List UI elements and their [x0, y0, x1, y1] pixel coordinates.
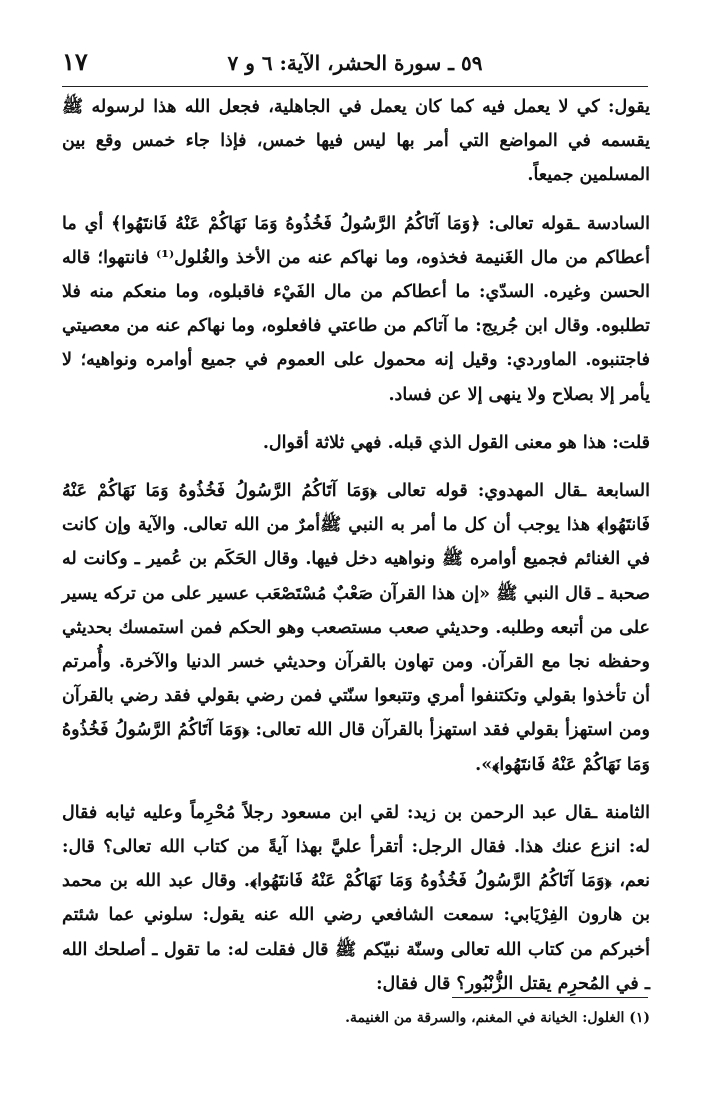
paragraph-intro: يقول: كي لا يعمل فيه كما كان يعمل في الجاهلية، فجعل الله هذا لرسوله ﷺ يقسمه في المواضع التي أمر بها ليس فيها خمس، فإذا جاء خمس وقع بين المسلمين جميعاً. — [62, 97, 650, 186]
running-title: ٥٩ ـ سورة الحشر، الآية: ٦ و ٧ — [227, 51, 483, 75]
footnote-divider — [452, 997, 648, 998]
paragraph-seventh: السابعة ـقال المهدوي: قوله تعالى ﴿وَمَا آتَاكُمُ الرَّسُولُ فَخُذُوهُ وَمَا نَهَاكُمْ عَنْهُ فَانتَهُوا﴾ هذا يوجب أن كل ما أمر به النبي ﷺأمرٌ من الله تعالى. والآية وإن كانت في الغنائم فجميع أوامره ﷺ ونواهيه دخل فيها. وقال الحَكَم بن عُمير ـ وكانت له صحبة ـ قال النبي ﷺ «إن هذا القرآن صَعْبٌ مُسْتَصْعَب عسير على من تركه يسير على من أتبعه وطلبه. وحديثي صعب مستصعب وهو الحكم فمن استمسك بحديثي وحفظه نجا مع القرآن. ومن تهاون بالقرآن وحديثي خسر الدنيا والآخرة. وأُمرتم أن تأخذوا بقولي وتكتنفوا أمري وتتبعوا سنّتي فمن رضي بقولي فقد رضي بالقرآن ومن استهزأ بقولي فقد استهزأ بالقرآن قال الله تعالى: ﴿وَمَا آتَاكُمُ الرَّسُولُ فَخُذُوهُ وَمَا نَهَاكُمْ عَنْهُ فَانتَهُوا﴾». — [62, 481, 650, 775]
page-header — [62, 46, 648, 80]
header-divider — [62, 86, 648, 87]
paragraph-note: قلت: هذا هو معنى القول الذي قبله. فهي ثلاثة أقوال. — [262, 432, 650, 453]
paragraph-eighth: الثامنة ـقال عبد الرحمن بن زيد: لقي ابن مسعود رجلاً مُحْرِماً وعليه ثيابه فقال له: انزع عنك هذا. فقال الرجل: أتقرأ عليَّ بهذا آيةً من كتاب الله تعالى؟ قال: نعم، ﴿وَمَا آتَاكُمُ الرَّسُولُ فَخُذُوهُ وَمَا نَهَاكُمْ عَنْهُ فَانتَهُوا﴾. وقال عبد الله بن محمد بن هارون الفِرْيَابي: سمعت الشافعي رضي الله عنه يقول: سلوني عما شئتم أخبركم من كتاب الله تعالى وسنّة نبيّكم ﷺ قال فقلت له: ما تقول ـ أصلحك الله ـ في المُحرِم يقتل الزُّنْبُور؟ قال فقال: — [62, 802, 650, 994]
footnote: (١) الغلول: الخيانة في المغنم، والسرقة من الغنيمة. — [345, 1010, 650, 1026]
paragraph-sixth: السادسة ـقوله تعالى: ﴿وَمَا آتَاكُمُ الرَّسُولُ فَخُذُوهُ وَمَا نَهَاكُمْ عَنْهُ فَانتَهُوا﴾ أي ما أعطاكم من مال الغَنيمة فخذوه، وما نهاكم عنه من الأخذ والغُلول⁽¹⁾ فانتهوا؛ قاله الحسن وغيره. السدّي: ما أعطاكم من مال الفَيْء فاقبلوه، وما منعكم منه فلا تطلبوه. وقال ابن جُريج: ما آتاكم من طاعتي فافعلوه، وما نهاكم عنه من معصيتي فاجتنبوه. الماوردي: وقيل إنه محمول على العموم في جميع أوامره ونواهيه؛ لا يأمر إلا بصلاح ولا ينهى إلا عن فساد. — [62, 213, 650, 405]
main-text — [62, 90, 650, 1001]
page-number: ١٧ — [62, 47, 88, 76]
